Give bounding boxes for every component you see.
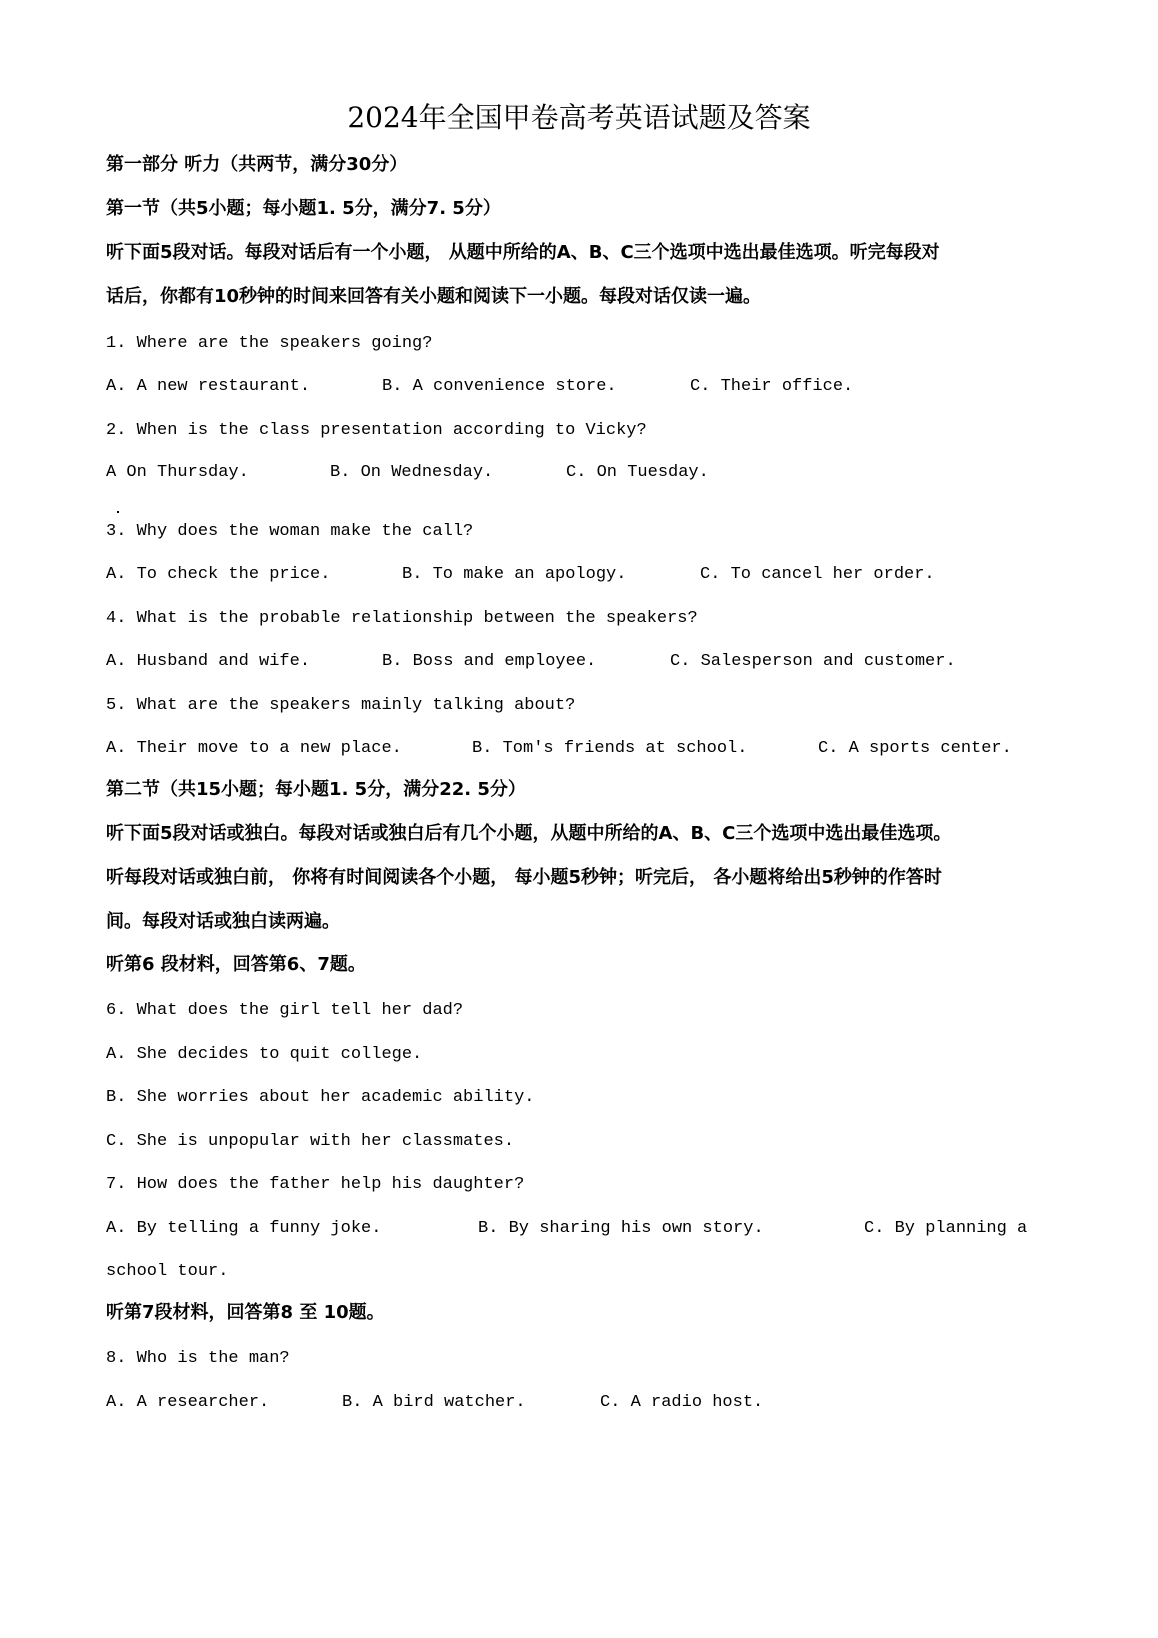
question-3-option-c: C. To cancel her order. [700, 565, 935, 584]
material-6-heading: 听第6 段材料，回答第6、7题。 [106, 954, 366, 975]
question-6-option-b: B. She worries about her academic ability. [106, 1088, 535, 1107]
section1-directions-line1: 听下面5段对话。每段对话后有一个小题， 从题中所给的A、B、C三个选项中选出最佳选项。听完每段对 [106, 242, 940, 263]
question-5-stem: 5. What are the speakers mainly talking about? [106, 696, 576, 715]
question-3-option-a: A. To check the price. [106, 565, 331, 584]
question-4-option-c: C. Salesperson and customer. [670, 652, 956, 671]
page-title: 2024年全国甲卷高考英语试题及答案 [347, 101, 811, 134]
question-3-option-b: B. To make an apology. [402, 565, 627, 584]
question-5-option-b: B. Tom's friends at school. [472, 739, 748, 758]
question-4-option-a: A. Husband and wife. [106, 652, 311, 671]
section2-directions-line1: 听下面5段对话或独白。每段对话或独白后有几个小题，从题中所给的A、B、C三个选项中选出最佳选项。 [106, 823, 952, 844]
section2-directions-line3: 间。每段对话或独白读两遍。 [106, 911, 340, 932]
question-1-option-a: A. A new restaurant. [106, 377, 311, 396]
question-7-option-c: C. By planning a [864, 1219, 1028, 1238]
question-2-stem: 2. When is the class presentation according to Vicky? [106, 421, 647, 440]
section1-heading: 第一节（共5小题；每小题1. 5分，满分7. 5分） [106, 198, 501, 219]
section1-directions-line2: 话后，你都有10秒钟的时间来回答有关小题和阅读下一小题。每段对话仅读一遍。 [106, 286, 762, 307]
question-2-option-a: A On Thursday. [106, 463, 249, 482]
question-8-option-c: C. A radio host. [600, 1393, 764, 1412]
question-2-option-b: B. On Wednesday. [330, 463, 494, 482]
question-4-stem: 4. What is the probable relationship between the speakers? [106, 609, 698, 628]
question-1-option-b: B. A convenience store. [382, 377, 617, 396]
question-2-option-c: C. On Tuesday. [566, 463, 709, 482]
question-1-stem: 1. Where are the speakers going? [106, 334, 433, 353]
part1-heading: 第一部分 听力（共两节，满分30分） [106, 154, 408, 175]
question-6-option-a: A. She decides to quit college. [106, 1045, 423, 1064]
question-4-option-b: B. Boss and employee. [382, 652, 597, 671]
question-8-stem: 8. Who is the man? [106, 1349, 290, 1368]
question-7-option-c-continued: school tour. [106, 1262, 229, 1281]
question-1-option-c: C. Their office. [690, 377, 854, 396]
question-8-option-b: B. A bird watcher. [342, 1393, 526, 1412]
section2-heading: 第二节（共15小题；每小题1. 5分，满分22. 5分） [106, 779, 526, 800]
question-7-option-b: B. By sharing his own story. [478, 1219, 764, 1238]
question-8-option-a: A. A researcher. [106, 1393, 270, 1412]
question-7-stem: 7. How does the father help his daughter? [106, 1175, 525, 1194]
question-5-option-c: C. A sports center. [818, 739, 1012, 758]
section2-directions-line2: 听每段对话或独白前， 你将有时间阅读各个小题， 每小题5秒钟；听完后， 各小题将给出5秒钟的作答时 [106, 867, 942, 888]
question-7-option-a: A. By telling a funny joke. [106, 1219, 382, 1238]
question-6-stem: 6. What does the girl tell her dad? [106, 1001, 464, 1020]
question-6-option-c: C. She is unpopular with her classmates. [106, 1132, 515, 1151]
question-3-stem: 3. Why does the woman make the call? [106, 522, 474, 541]
question-5-option-a: A. Their move to a new place. [106, 739, 402, 758]
material-7-heading: 听第7段材料，回答第8 至 10题。 [106, 1302, 385, 1323]
stray-dot-mark [117, 511, 119, 513]
